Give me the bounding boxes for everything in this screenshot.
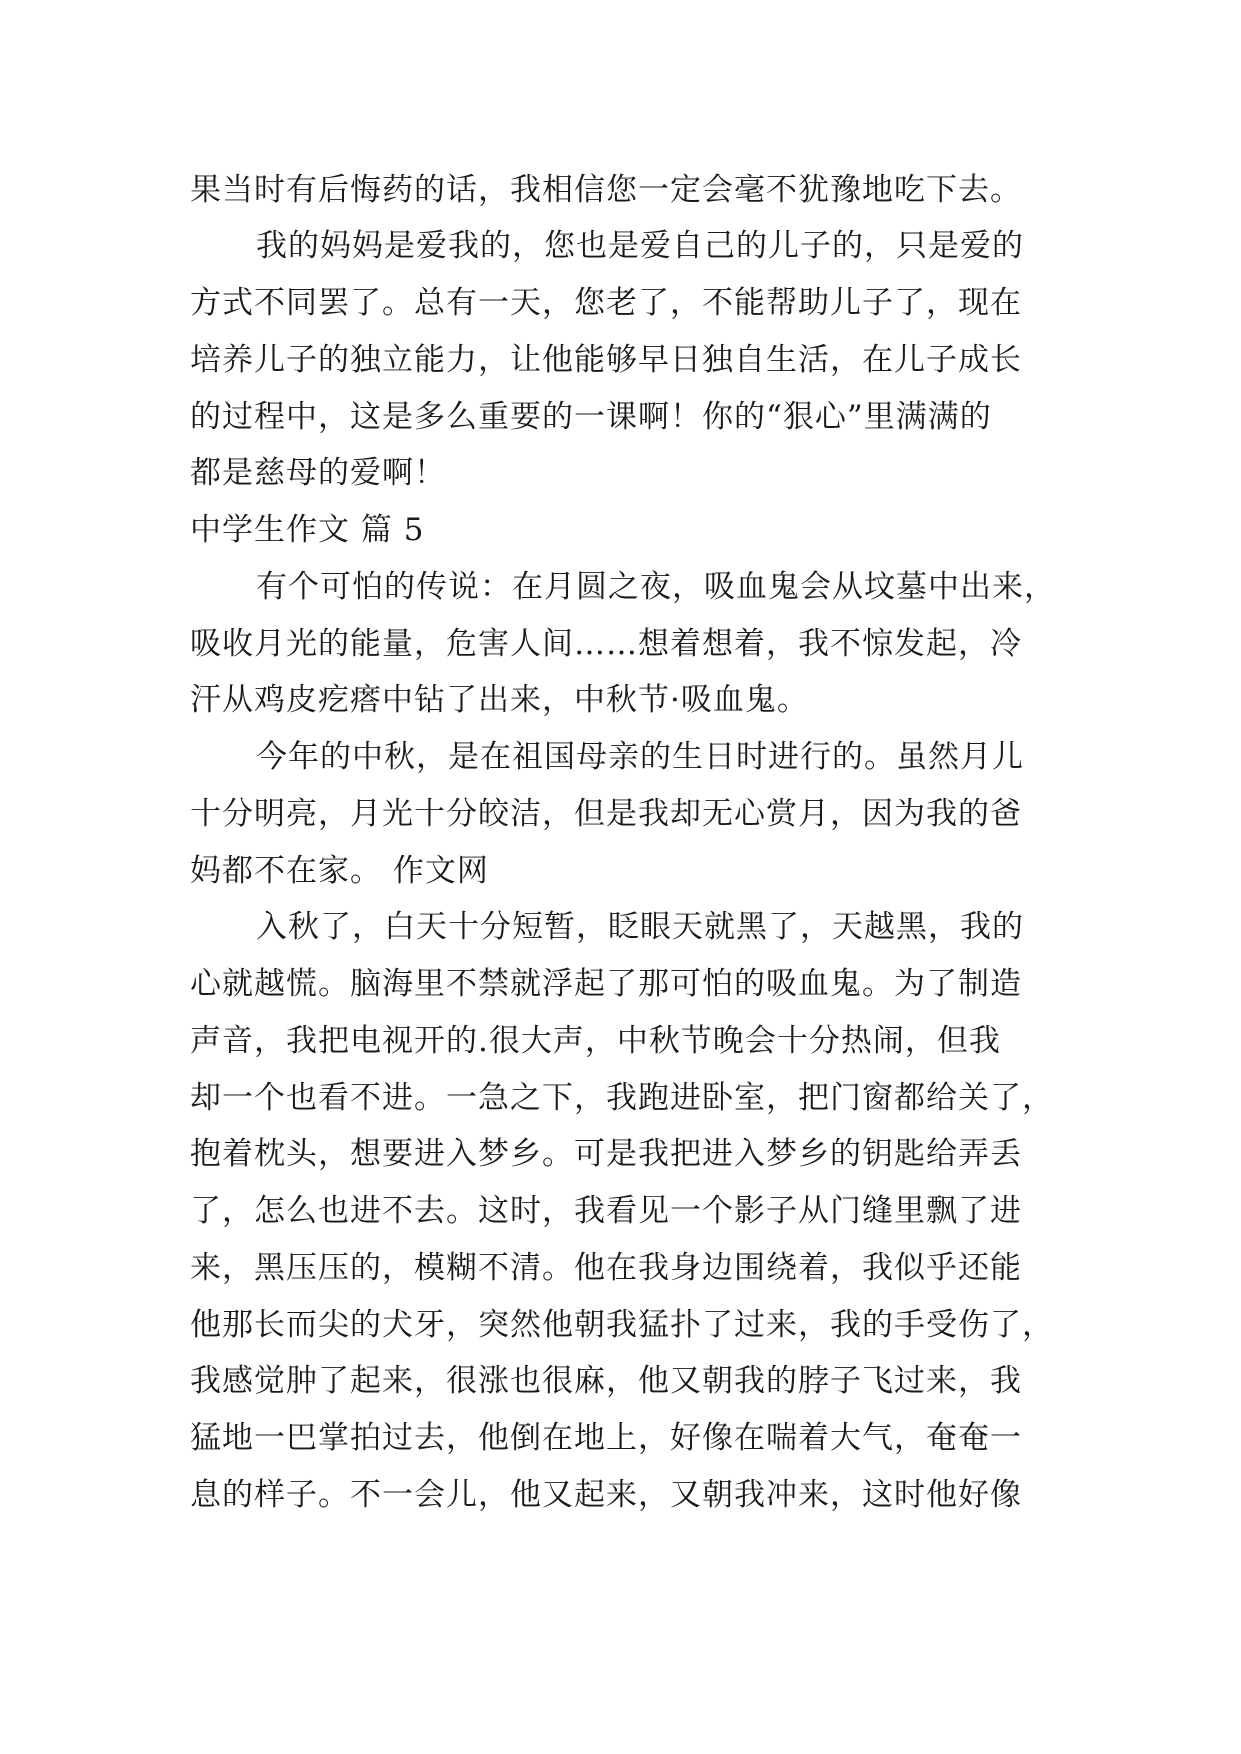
text-line: 妈都不在家。 作文网	[190, 853, 489, 889]
text-line: 心就越慌。脑海里不禁就浮起了那可怕的吸血鬼。为了制造	[190, 966, 1022, 1002]
text-line: 息的样子。不一会儿，他又起来，又朝我冲来，这时他好像	[190, 1477, 1022, 1513]
text-line: 抱着枕头，想要进入梦乡。可是我把进入梦乡的钥匙给弄丢	[190, 1136, 1022, 1172]
text-line: 方式不同罢了。总有一天，您老了，不能帮助儿子了，现在	[190, 285, 1022, 321]
text-line: 培养儿子的独立能力，让他能够早日独自生活，在儿子成长	[190, 342, 1022, 378]
text-line: 了，怎么也进不去。这时，我看见一个影子从门缝里飘了进	[190, 1193, 1022, 1229]
paragraph-start-line: 今年的中秋，是在祖国母亲的生日时进行的。虽然月儿	[256, 739, 1024, 775]
text-line: 十分明亮，月光十分皎洁，但是我却无心赏月，因为我的爸	[190, 796, 1022, 832]
text-line: 吸收月光的能量，危害人间……想着想着，我不惊发起，冷	[190, 626, 1022, 662]
paragraph-start-line: 我的妈妈是爱我的，您也是爱自己的儿子的，只是爱的	[256, 228, 1024, 264]
paragraph-start-line: 入秋了，白天十分短暂，眨眼天就黑了，天越黑，我的	[256, 909, 1024, 945]
text-line: 来，黑压压的，模糊不清。他在我身边围绕着，我似乎还能	[190, 1250, 1022, 1286]
text-line: 汗从鸡皮疙瘩中钻了出来，中秋节·吸血鬼。	[190, 682, 809, 718]
text-line: 却一个也看不进。一急之下，我跑进卧室，把门窗都给关了，	[190, 1080, 1054, 1116]
paragraph-start-line: 有个可怕的传说：在月圆之夜，吸血鬼会从坟墓中出来，	[256, 569, 1056, 605]
text-line: 都是慈母的爱啊！	[190, 455, 446, 491]
text-line: 果当时有后悔药的话，我相信您一定会毫不犹豫地吃下去。	[190, 172, 1022, 208]
text-line: 的过程中，这是多么重要的一课啊！你的“狠心”里满满的	[190, 399, 992, 435]
text-line: 声音，我把电视开的.很大声，中秋节晚会十分热闹，但我	[190, 1023, 1001, 1059]
text-line: 猛地一巴掌拍过去，他倒在地上，好像在喘着大气，奄奄一	[190, 1420, 1022, 1456]
text-line: 我感觉肿了起来，很涨也很麻，他又朝我的脖子飞过来，我	[190, 1363, 1022, 1399]
text-line: 他那长而尖的犬牙，突然他朝我猛扑了过来，我的手受伤了，	[190, 1307, 1054, 1343]
section-heading: 中学生作文 篇 5	[190, 512, 425, 548]
